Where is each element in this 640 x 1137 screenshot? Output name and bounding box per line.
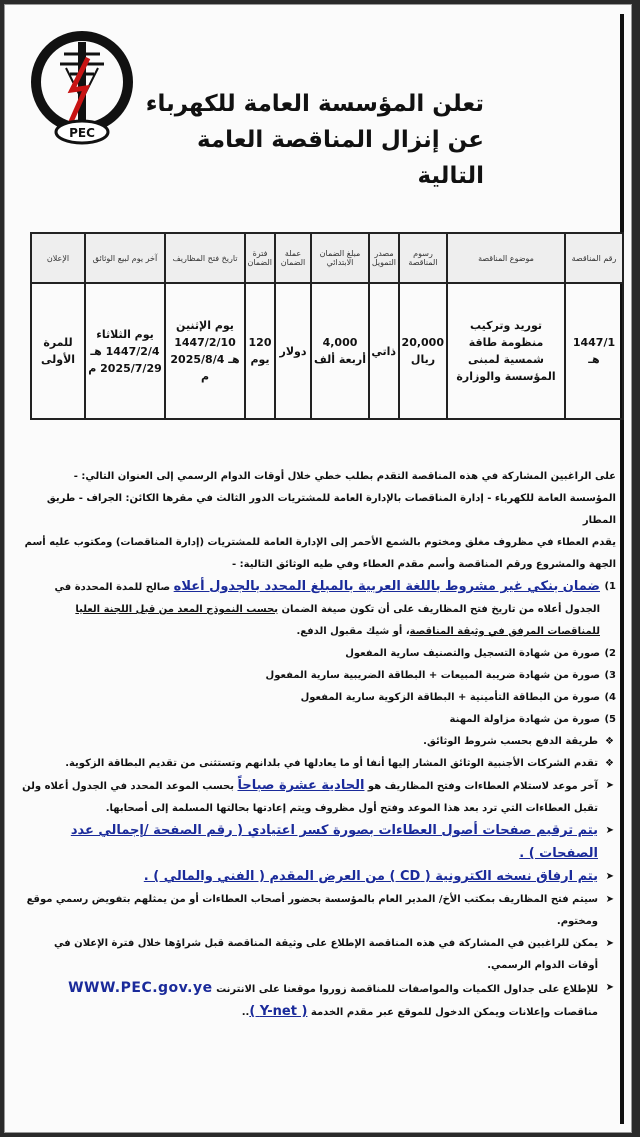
diamond-bullet-icon: ❖ <box>605 736 614 747</box>
page-border-line <box>620 14 624 1124</box>
list-item <box>22 753 616 775</box>
arrow-bullet-icon: ➤ <box>605 894 614 905</box>
announcement-count: للمرة الأولى <box>31 283 85 419</box>
cd-requirement-text: يتم ارفاق نسخه الكترونية ( CD ) من العرض المقدم ( الفني والمالي ) . <box>143 869 598 884</box>
website-tail: .. <box>241 1007 250 1018</box>
foreign-companies-text: تقدم الشركات الأجنبية الوثائق المشار إليها أنفا أو ما يعادلها في بلدانهم وتستثنى من تقديم البطاقة الزكوية. <box>65 758 598 769</box>
tender-subject: توريد وتركيب منظومة طاقة شمسية لمبنى المؤسسة والوزارة <box>447 283 565 419</box>
website-url[interactable]: WWW.PEC.gov.ye <box>68 980 213 996</box>
page-numbering-text: يتم ترقيم صفحات أصول العطاءات بصورة كسر اعتيادي ( رقم الصفحة /إجمالي عدد الصفحات ) . <box>70 823 598 861</box>
guarantee-currency: دولار <box>275 283 311 419</box>
arrow-bullet-icon: ➤ <box>605 982 614 993</box>
guarantee-text: صالح للمدة المحددة في الجدول أعلاه من تاريخ فتح المظاريف على أن تكون صيغة الضمان <box>54 582 600 615</box>
funding-source: ذاتي <box>369 283 399 419</box>
header-cell: موضوع المناقصة <box>447 233 565 283</box>
list-item <box>22 933 616 977</box>
list-item: 2) صورة من شهادة التسجيل والتصنيف سارية المفعول <box>345 648 616 659</box>
arrow-bullet-icon: ➤ <box>605 780 614 791</box>
guarantee-period: 120 يوم <box>245 283 275 419</box>
announcement-body <box>22 466 616 1024</box>
list-item <box>22 866 616 889</box>
header-cell: مصدر التمويل <box>369 233 399 283</box>
guarantee-form-text: بحسب النموذج المعد من قبل اللجنة العليا للمناقصات المرفق في وثيقة المناقصة <box>75 604 600 637</box>
list-item: 1) ضمان بنكي غير مشروط باللغة العربية بالمبلغ المحدد بالجدول أعلاه صالح للمدة المحددة في الجدول أعلاه من تاريخ فتح المظاريف على أن تكون صيغة الضمان بحسب النموذج المعد من قبل اللجنة العليا للمناقصات المرفق في وثيقة المناقصة، أو شيك مقبول الدفع. <box>54 579 616 637</box>
header-cell: عملة الضمان <box>275 233 311 283</box>
guarantee-tail: ، أو شيك مقبول الدفع. <box>296 626 410 637</box>
pec-logo <box>26 28 138 148</box>
list-item-text: صورة من شهادة ضريبة المبيعات + البطاقة الضريبية سارية المفعول <box>265 670 600 681</box>
header-cell: الإعلان <box>31 233 85 283</box>
list-item: 3) صورة من شهادة ضريبة المبيعات + البطاقة الضريبية سارية المفعول <box>265 670 616 681</box>
announcement-title <box>144 86 484 194</box>
header-cell: رسوم المناقصة <box>399 233 447 283</box>
header-cell: رقم المناقصة <box>565 233 623 283</box>
tender-number: 1447/1 هـ <box>565 283 623 419</box>
header-cell: مبلغ الضمان الابتدائي <box>311 233 369 283</box>
logo-text: PEC <box>69 126 95 140</box>
opening-text: سيتم فتح المظاريف بمكتب الأخ/ المدير العام بالمؤسسة بحضور أصحاب العطاءات أو من يمثلهم بتفويض رسمي موقع ومختوم. <box>26 894 598 927</box>
website-text: للإطلاع على جداول الكميات والمواصفات للمناقصة زوروا موقعنا على الانترنت <box>212 984 598 995</box>
payment-method-text: طريقة الدفع بحسب شروط الوثائق. <box>423 736 598 747</box>
arrow-bullet-icon: ➤ <box>605 938 614 949</box>
list-item <box>22 889 616 933</box>
arrow-bullet-icon: ➤ <box>605 871 614 882</box>
table-row <box>31 283 623 419</box>
list-item: 4) صورة من البطاقة التأمينية + البطاقة الزكوية سارية المفعول <box>300 692 616 703</box>
deadline-text: آخر موعد لاستلام العطاءات وفتح المظاريف هو <box>364 781 598 792</box>
header-cell: تاريخ فتح المظاريف <box>165 233 245 283</box>
documents-list <box>22 576 616 731</box>
arrow-bullet-icon: ➤ <box>605 825 614 836</box>
list-item <box>22 775 616 820</box>
website-text-2: مناقصات وإعلانات ويمكن الدخول للموقع عبر مقدم الخدمة <box>307 1007 598 1018</box>
header-cell: فترة الضمان <box>245 233 275 283</box>
deadline-rest: بحسب الموعد المحدد في الجدول أعلاه ولن تقبل العطاءات التي ترد بعد هذا الموعد وفتح أول مظروف ويتم إعادتها بحالتها المسلمة إلى أصحابها. <box>22 781 598 814</box>
table-header-row <box>31 233 623 283</box>
list-item <box>22 977 616 1024</box>
deadline-time: الحادية عشرة صباحاً <box>237 778 365 793</box>
intro-text: على الراغبين المشاركة في هذه المناقصة التقدم بطلب خطي خلال أوقات الدوام الرسمي إلى العنوان التالي: - <box>73 471 616 482</box>
tender-fees: 20,000 ريال <box>399 283 447 419</box>
opening-date: يوم الإثنين 1447/2/10 هـ 2025/8/4 م <box>165 283 245 419</box>
list-item-text: صورة من شهادة التسجيل والتصنيف سارية المفعول <box>345 648 600 659</box>
list-item-text: صورة من شهادة مزاولة المهنة <box>449 714 600 725</box>
last-sale-day: يوم الثلاثاء 1447/2/4 هـ 2025/7/29 م <box>85 283 165 419</box>
review-text: يمكن للراغبين في المشاركة في هذه المناقصة الإطلاع على وثيقة المناقصة قبل شراؤها خلال فترة الإعلان في أوقات الدوام الرسمي. <box>54 938 598 971</box>
header-cell: آخر يوم لبيع الوثائق <box>85 233 165 283</box>
list-item-text: صورة من البطاقة التأمينية + البطاقة الزكوية سارية المفعول <box>300 692 600 703</box>
tender-table <box>30 232 624 420</box>
guarantee-amount: 4,000 أربعة ألف <box>311 283 369 419</box>
title-line-1: تعلن المؤسسة العامة للكهرباء <box>145 91 484 117</box>
list-item <box>22 731 616 753</box>
list-item <box>22 820 616 866</box>
list-item: 5) صورة من شهادة مزاولة المهنة <box>449 714 616 725</box>
service-provider: ( Y-net ) <box>249 1004 308 1019</box>
submission-text: يقدم العطاء في مظروف مغلق ومختوم بالشمع الأحمر إلى الإدارة العامة للمشتريات (إدارة المناقصات) ومكتوب عليه أسم الجهة والمشروع ورقم المناقصة وأسم مقدم العطاء وفي طيه الوثائق التالية: - <box>24 537 616 570</box>
address-text: المؤسسة العامة للكهرباء - إدارة المناقصات بالإدارة العامة للمشتريات الدور الثالث في مقرها الكائن: الجراف - طريق المطار <box>46 493 616 526</box>
advertisement-page <box>4 4 632 1133</box>
diamond-bullet-icon: ❖ <box>605 758 614 769</box>
guarantee-highlight: ضمان بنكي غير مشروط باللغة العربية بالمبلغ المحدد بالجدول أعلاه <box>173 579 600 594</box>
title-line-2: عن إنزال المناقصة العامة التالية <box>196 127 484 189</box>
